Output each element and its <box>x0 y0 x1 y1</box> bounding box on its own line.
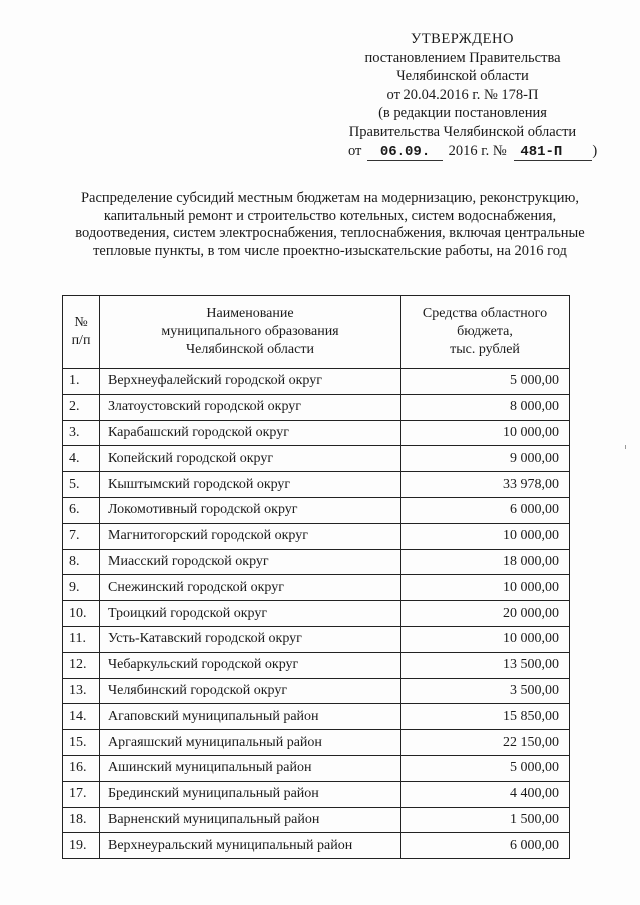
table-header-row <box>63 296 570 369</box>
municipality-name: Миасский городской округ <box>100 549 401 575</box>
table-row <box>63 601 570 627</box>
subsidy-amount: 10 000,00 <box>401 575 570 601</box>
subsidy-amount: 18 000,00 <box>401 549 570 575</box>
subsidy-amount: 1 500,00 <box>401 807 570 833</box>
subsidy-amount: 6 000,00 <box>401 833 570 859</box>
subsidy-table <box>62 295 570 859</box>
handwritten-number: 481-П <box>514 145 592 161</box>
header-funds-line: бюджета, <box>457 324 513 339</box>
subsidy-amount: 10 000,00 <box>401 626 570 652</box>
municipality-name: Троицкий городской округ <box>100 601 401 627</box>
municipality-name: Усть-Катавский городской округ <box>100 626 401 652</box>
approval-line: (в редакции постановления <box>378 105 547 122</box>
subsidy-amount: 20 000,00 <box>401 601 570 627</box>
row-number: 10. <box>63 601 100 627</box>
subsidy-amount: 5 000,00 <box>401 369 570 395</box>
table-row <box>63 394 570 420</box>
table-row <box>63 472 570 498</box>
row-number: 16. <box>63 755 100 781</box>
municipality-name: Брединский муниципальный район <box>100 781 401 807</box>
scan-speck <box>625 445 626 449</box>
municipality-name: Аргаяшский муниципальный район <box>100 730 401 756</box>
table-row <box>63 575 570 601</box>
municipality-name: Локомотивный городской округ <box>100 497 401 523</box>
municipality-name: Верхнеуральский муниципальный район <box>100 833 401 859</box>
table-row <box>63 549 570 575</box>
subsidy-amount: 8 000,00 <box>401 394 570 420</box>
row-number: 6. <box>63 497 100 523</box>
row-number: 4. <box>63 446 100 472</box>
table-row <box>63 781 570 807</box>
header-number <box>63 296 100 369</box>
row-number: 11. <box>63 626 100 652</box>
header-name-line: Челябинской области <box>186 342 314 357</box>
row-number: 9. <box>63 575 100 601</box>
approval-line: Правительства Челябинской области <box>348 123 577 140</box>
row-number: 13. <box>63 678 100 704</box>
header-name-line: муниципального образования <box>161 324 339 339</box>
ot-label: от <box>348 142 362 159</box>
row-number: 15. <box>63 730 100 756</box>
subsidy-amount: 3 500,00 <box>401 678 570 704</box>
approval-date-line <box>330 142 598 161</box>
row-number: 7. <box>63 523 100 549</box>
approval-line: от 20.04.2016 г. № 178-П <box>386 86 539 103</box>
subsidy-amount: 15 850,00 <box>401 704 570 730</box>
subsidy-amount: 5 000,00 <box>401 755 570 781</box>
header-funds-line: Средства областного <box>422 306 548 321</box>
table-row <box>63 446 570 472</box>
subsidy-amount: 13 500,00 <box>401 652 570 678</box>
row-number: 14. <box>63 704 100 730</box>
row-number: 18. <box>63 807 100 833</box>
approval-line: постановлением Правительства <box>364 49 561 66</box>
subsidy-amount: 33 978,00 <box>401 472 570 498</box>
header-number-line: № <box>74 315 88 330</box>
municipality-name: Верхнеуфалейский городской округ <box>100 369 401 395</box>
close-paren: ) <box>592 142 598 159</box>
table-row <box>63 833 570 859</box>
approval-heading: УТВЕРЖДЕНО <box>411 31 514 47</box>
table-row <box>63 369 570 395</box>
header-funds <box>401 296 570 369</box>
subsidy-amount: 10 000,00 <box>401 420 570 446</box>
approval-line: Челябинской области <box>396 68 529 85</box>
municipality-name: Агаповский муниципальный район <box>100 704 401 730</box>
table-row <box>63 420 570 446</box>
subsidy-amount: 6 000,00 <box>401 497 570 523</box>
table-row <box>63 652 570 678</box>
document-title: Распределение субсидий местным бюджетам на модернизацию, реконструкцию, капитальный ремонт и строительство котельных, систем водоснабжения, водоотведения, систем электроснабжения, теплоснабжения, включая центральные тепловые пункты, в том числе проектно-изыскательские работы, на 2016 год <box>75 190 585 259</box>
subsidy-amount: 4 400,00 <box>401 781 570 807</box>
table-row <box>63 678 570 704</box>
subsidy-amount: 10 000,00 <box>401 523 570 549</box>
row-number: 3. <box>63 420 100 446</box>
row-number: 8. <box>63 549 100 575</box>
municipality-name: Магнитогорский городской округ <box>100 523 401 549</box>
header-name-line: Наименование <box>206 306 294 321</box>
table-row <box>63 497 570 523</box>
row-number: 2. <box>63 394 100 420</box>
municipality-name: Варненский муниципальный район <box>100 807 401 833</box>
subsidy-amount: 9 000,00 <box>401 446 570 472</box>
municipality-name: Кыштымский городской округ <box>100 472 401 498</box>
header-number-line: п/п <box>71 333 91 348</box>
row-number: 1. <box>63 369 100 395</box>
table-row <box>63 730 570 756</box>
municipality-name: Ашинский муниципальный район <box>100 755 401 781</box>
handwritten-date: 06.09. <box>367 145 443 161</box>
municipality-name: Снежинский городской округ <box>100 575 401 601</box>
municipality-name: Чебаркульский городской округ <box>100 652 401 678</box>
year-label: 2016 г. № <box>448 142 507 159</box>
approval-stamp <box>330 30 598 161</box>
row-number: 5. <box>63 472 100 498</box>
row-number: 12. <box>63 652 100 678</box>
table-row <box>63 755 570 781</box>
row-number: 17. <box>63 781 100 807</box>
table-row <box>63 704 570 730</box>
municipality-name: Златоустовский городской округ <box>100 394 401 420</box>
table-row <box>63 807 570 833</box>
table-body <box>63 369 570 859</box>
header-funds-line: тыс. рублей <box>450 342 520 357</box>
municipality-name: Копейский городской округ <box>100 446 401 472</box>
row-number: 19. <box>63 833 100 859</box>
subsidy-amount: 22 150,00 <box>401 730 570 756</box>
header-name <box>100 296 401 369</box>
municipality-name: Челябинский городской округ <box>100 678 401 704</box>
table-row <box>63 523 570 549</box>
municipality-name: Карабашский городской округ <box>100 420 401 446</box>
table-row <box>63 626 570 652</box>
